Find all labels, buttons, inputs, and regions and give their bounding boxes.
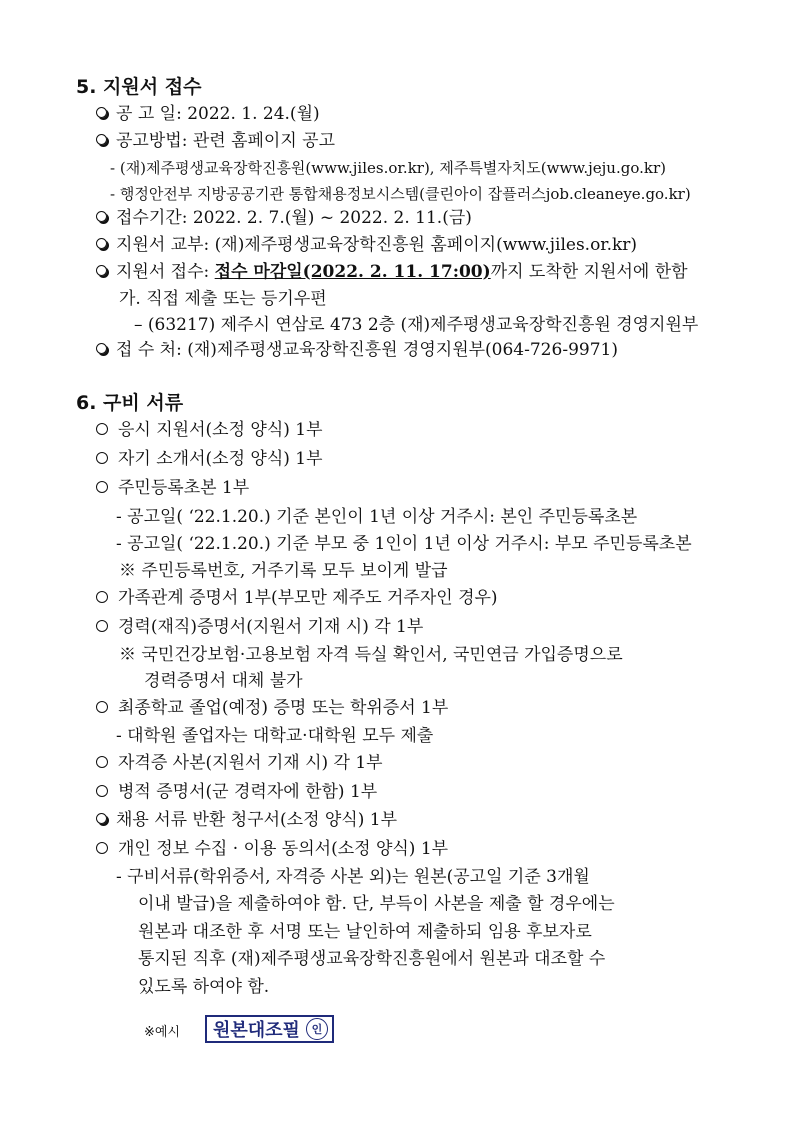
- list-item-text: 공 고 일: 2022. 1. 24.(월): [116, 104, 320, 124]
- bullet-icon: [96, 211, 107, 222]
- note: ※ 국민건강보험·고용보험 자격 득실 확인서, 국민연금 가입증명으로: [119, 645, 623, 665]
- list-item-text: 개인 정보 수집 · 이용 동의서(소정 양식) 1부: [118, 839, 449, 859]
- bullet-icon: [96, 107, 107, 118]
- bullet-icon: [96, 481, 108, 493]
- list-item: [96, 261, 688, 283]
- list-item-text: 병적 증명서(군 경력자에 한함) 1부: [118, 782, 378, 802]
- list-item: [96, 616, 423, 638]
- list-item: [96, 419, 323, 441]
- bullet-icon: [96, 813, 107, 824]
- section-5-title: 5. 지원서 접수: [76, 76, 202, 98]
- sub-item: 가. 직접 제출 또는 등기우편: [119, 289, 327, 309]
- list-item: [96, 838, 448, 860]
- list-item-text: 공고방법: 관련 홈페이지 공고: [116, 131, 336, 151]
- bullet-icon: [96, 591, 108, 603]
- sub-item-continued: 통지된 직후 (재)제주평생교육장학진흥원에서 원본과 대조할 수: [138, 949, 606, 969]
- original-verified-stamp: [205, 1015, 334, 1043]
- list-item-text: 접 수 처: (재)제주평생교육장학진흥원 경영지원부(064-726-9971): [116, 340, 618, 360]
- bullet-icon: [96, 785, 108, 797]
- bullet-icon: [96, 701, 108, 713]
- list-item: [96, 697, 448, 719]
- list-item-text: 응시 지원서(소정 양식) 1부: [118, 420, 323, 440]
- bullet-icon: [96, 134, 107, 145]
- list-item-text: 자기 소개서(소정 양식) 1부: [118, 449, 323, 469]
- list-item-text: 가족관계 증명서 1부(부모만 제주도 거주자인 경우): [118, 588, 498, 608]
- list-item: [96, 448, 323, 470]
- list-item: [96, 339, 618, 361]
- sub-item-continued: 이내 발급)을 제출하여야 함. 단, 부득이 사본을 제출 할 경우에는: [138, 894, 615, 914]
- bullet-icon: [96, 238, 107, 249]
- list-item: [96, 207, 472, 229]
- list-item: [96, 234, 637, 256]
- example-label: ※예시: [144, 1025, 181, 1040]
- list-item: [96, 477, 249, 499]
- sub-item-continued: 원본과 대조한 후 서명 또는 날인하여 제출하되 임용 후보자로: [138, 922, 592, 942]
- bullet-icon: [96, 756, 108, 768]
- list-item-text: 까지 도착한 지원서에 한함: [490, 262, 688, 282]
- bullet-icon: [96, 452, 108, 464]
- sub-item: - 공고일( ‘22.1.20.) 기준 본인이 1년 이상 거주시: 본인 주민등록초본: [116, 507, 638, 527]
- bullet-icon: [96, 265, 107, 276]
- bullet-icon: [96, 842, 108, 854]
- list-item-text: 지원서 교부: (재)제주평생교육장학진흥원 홈페이지(www.jiles.or.kr): [116, 235, 638, 255]
- bullet-icon: [96, 423, 108, 435]
- list-item: [96, 103, 320, 125]
- list-item-text: 자격증 사본(지원서 기재 시) 각 1부: [118, 753, 383, 773]
- list-item: [96, 781, 377, 803]
- sub-item-continued: 있도록 하여야 함.: [138, 977, 270, 997]
- list-item-text: 지원서 접수:: [116, 262, 215, 282]
- list-item: [96, 130, 335, 152]
- bullet-icon: [96, 343, 107, 354]
- list-item: [96, 752, 383, 774]
- deadline-highlight: 접수 마감일(2022. 2. 11. 17:00): [214, 262, 491, 282]
- sub-item: - 대학원 졸업자는 대학교·대학원 모두 제출: [116, 726, 434, 746]
- sub-item: - 구비서류(학위증서, 자격증 사본 외)는 원본(공고일 기준 3개월: [116, 867, 590, 887]
- list-item-text: 접수기간: 2022. 2. 7.(월) ~ 2022. 2. 11.(금): [116, 208, 472, 228]
- list-item-text: 최종학교 졸업(예정) 증명 또는 학위증서 1부: [118, 698, 449, 718]
- seal-icon: 인: [306, 1018, 328, 1040]
- list-item-text: 주민등록초본 1부: [118, 478, 250, 498]
- list-item: [96, 587, 498, 609]
- sub-item: - 행정안전부 지방공공기관 통합채용정보시스템(클린아이 잡플러스job.cleaneye.go.kr): [110, 185, 691, 203]
- note: ※ 주민등록번호, 거주기록 모두 보이게 발급: [119, 561, 448, 581]
- stamp-text: 원본대조필: [213, 1020, 300, 1041]
- list-item: [96, 809, 397, 831]
- note-continued: 경력증명서 대체 불가: [144, 671, 303, 691]
- sub-item: - (재)제주평생교육장학진흥원(www.jiles.or.kr), 제주특별자치도(www.jeju.go.kr): [110, 159, 666, 177]
- bullet-icon: [96, 620, 108, 632]
- sub-item: – (63217) 제주시 연삼로 473 2층 (재)제주평생교육장학진흥원 경영지원부: [134, 315, 699, 335]
- list-item-text: 채용 서류 반환 청구서(소정 양식) 1부: [116, 810, 398, 830]
- list-item-text: 경력(재직)증명서(지원서 기재 시) 각 1부: [118, 617, 424, 637]
- section-6-title: 6. 구비 서류: [76, 392, 184, 414]
- sub-item: - 공고일( ‘22.1.20.) 기준 부모 중 1인이 1년 이상 거주시: 부모 주민등록초본: [116, 534, 692, 554]
